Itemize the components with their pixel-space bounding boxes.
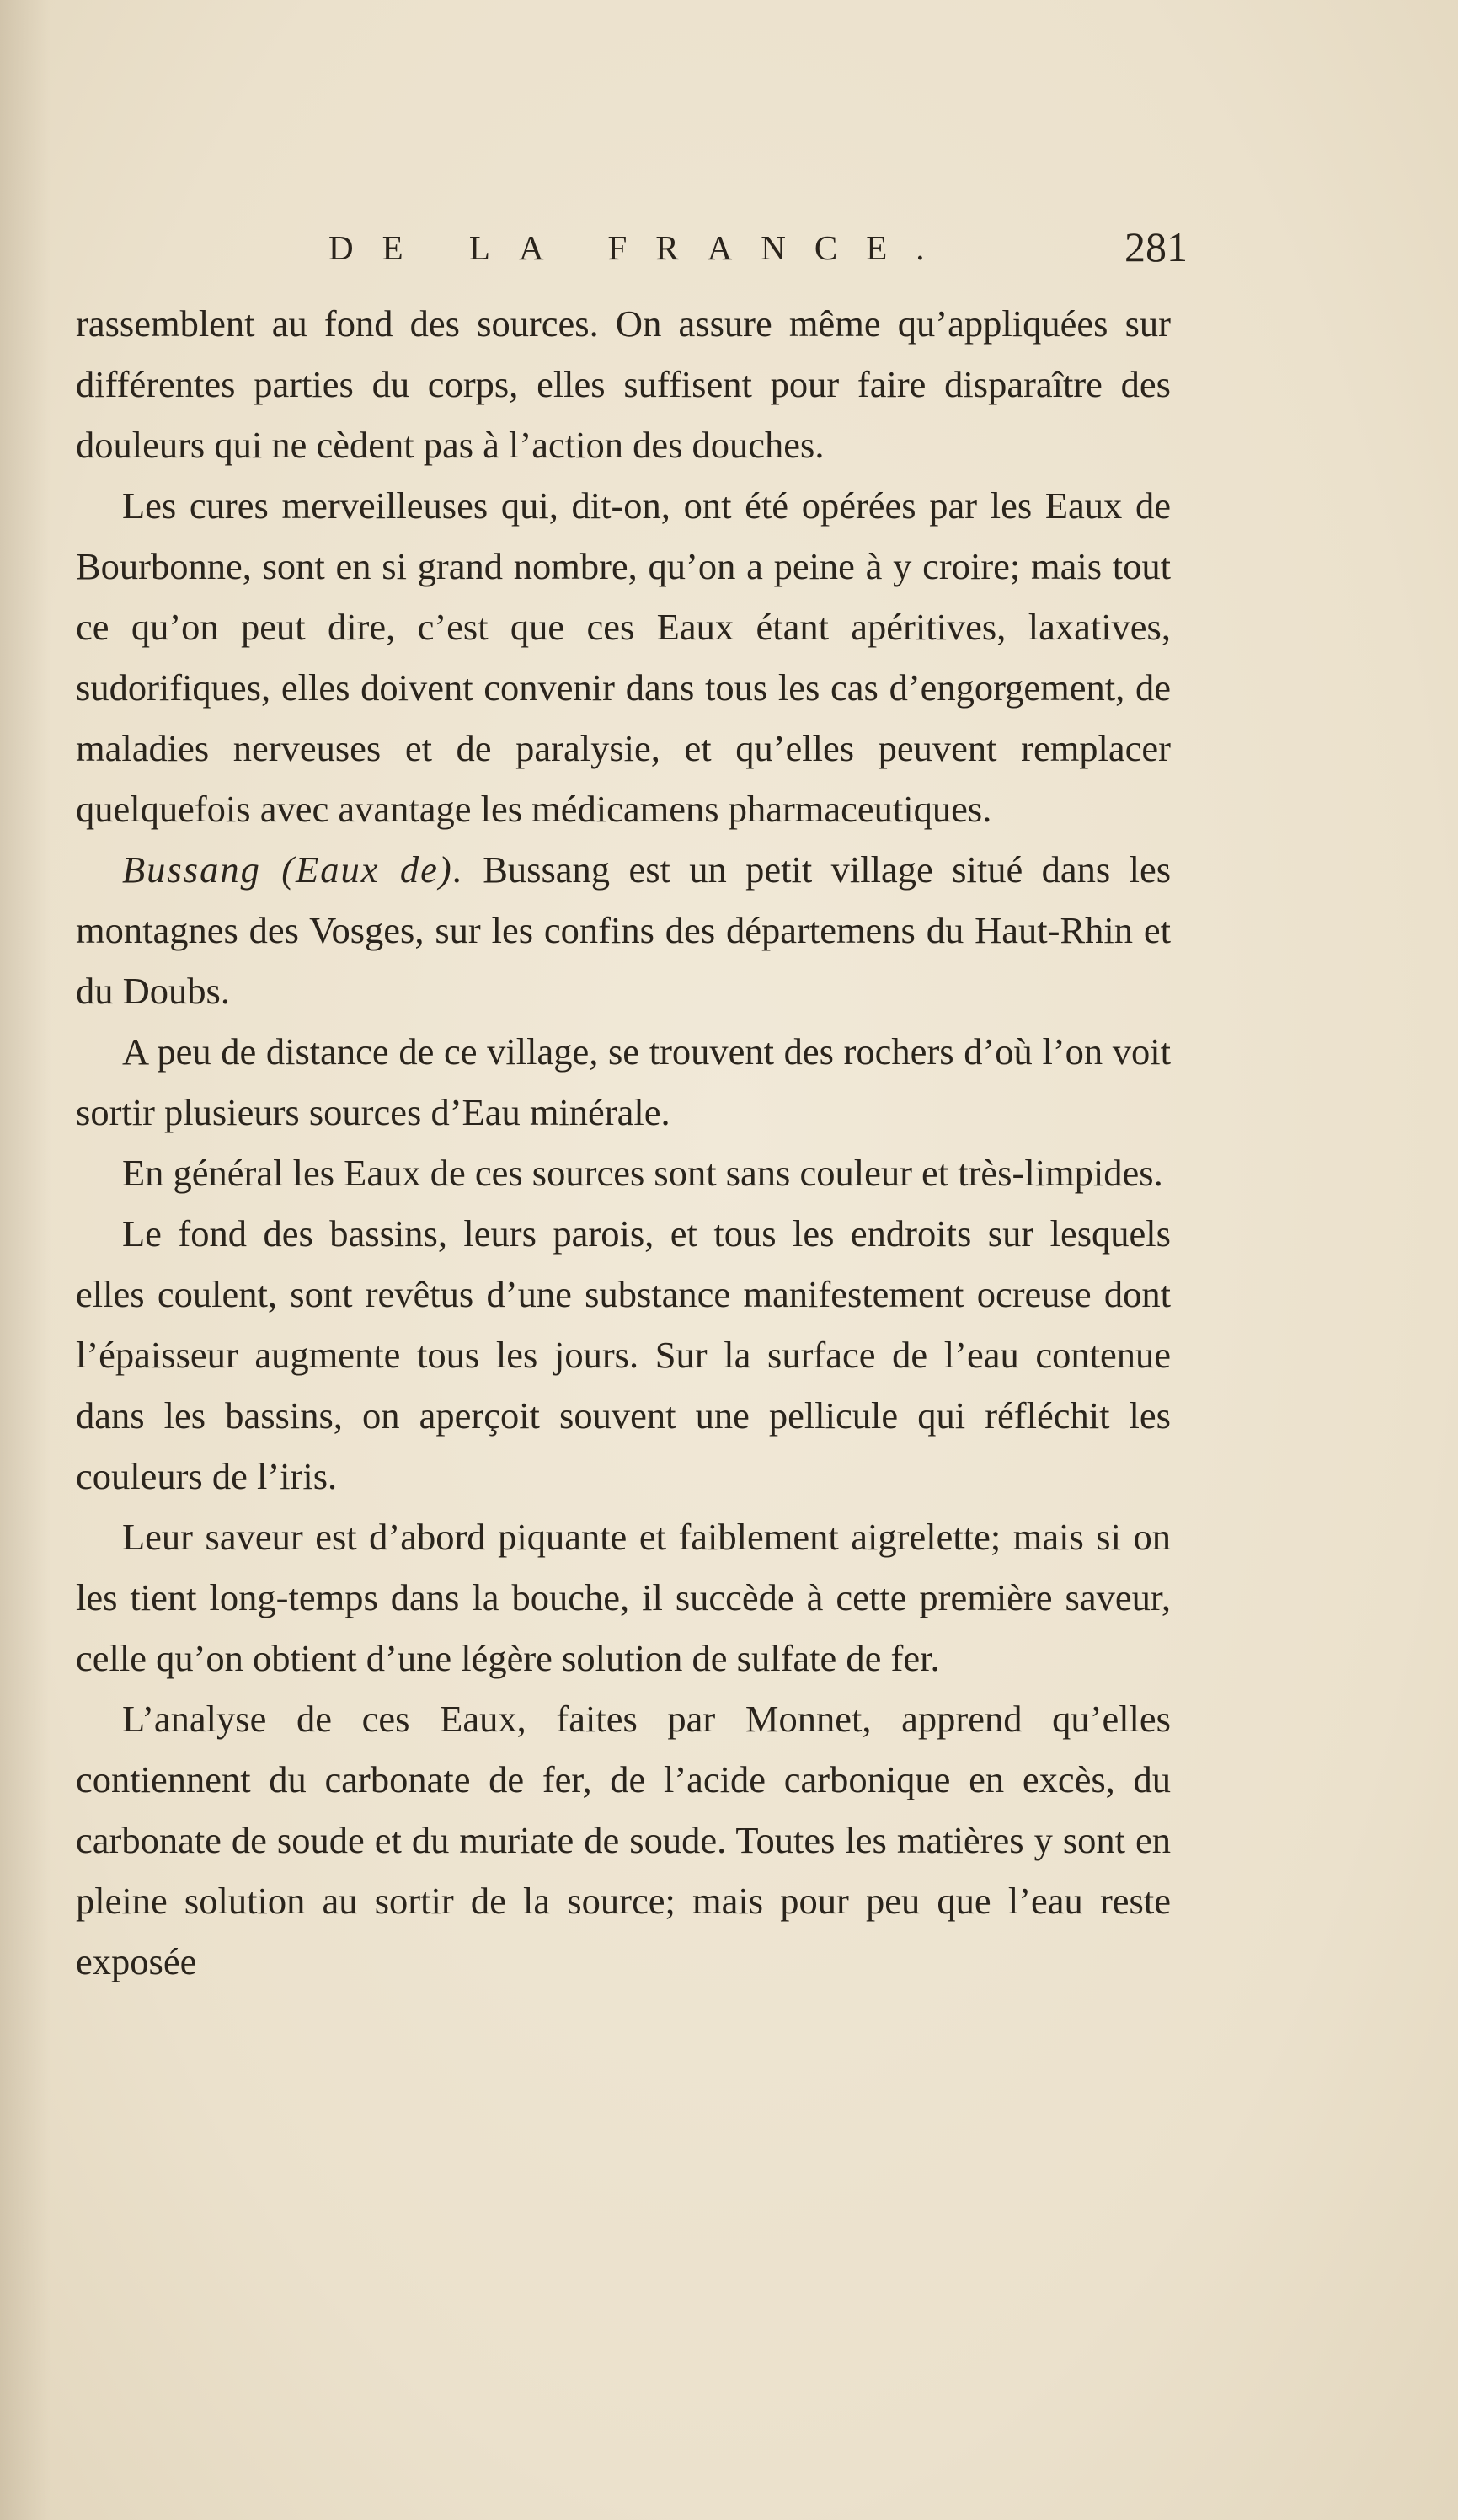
paragraph: Les cures merveilleuses qui, dit-on, ont été opérées par les Eaux de Bourbonne, sont en si grand nombre, qu’on a peine à y croire; mais tout ce qu’on peut dire, c’est que ces Eaux étant apéritives, laxatives, sudorifiques, elles doivent convenir dans tous les cas d’engorgement, de maladies nerveuses et de paralysie, et qu’elles peuvent remplacer quelquefois avec avantage les médicamens pharmaceutiques. xyxy=(76,484,1171,830)
spine-shadow xyxy=(0,0,51,2520)
paragraph: Leur saveur est d’abord piquante et faiblement aigrelette; mais si on les tient long-temps dans la bouche, il succède à cette première saveur, celle qu’on obtient d’une légère solution de sulfate de fer. xyxy=(76,1516,1171,1679)
paragraph-entry xyxy=(76,839,1171,1021)
paragraph: A peu de distance de ce village, se trouvent des rochers d’où l’on voit sortir plusieurs sources d’Eau minérale. xyxy=(76,1030,1171,1133)
page-header xyxy=(76,223,1188,278)
paragraph: L’analyse de ces Eaux, faites par Monnet, apprend qu’elles contiennent du carbonate de fer, de l’acide carbonique en excès, du carbonate de soude et du muriate de soude. Toutes les matières y sont en pleine solution au sortir de la source; mais pour peu que l’eau reste exposée xyxy=(76,1698,1171,1982)
paragraph: Le fond des bassins, leurs parois, et tous les endroits sur lesquels elles coulent, sont revêtus d’une substance manifestement ocreuse dont l’épaisseur augmente tous les jours. Sur la surface de l’eau contenue dans les bassins, on aperçoit souvent une pellicule qui réfléchit les couleurs de l’iris. xyxy=(76,1212,1171,1497)
paragraph: En général les Eaux de ces sources sont sans couleur et très-limpides. xyxy=(122,1152,1163,1194)
entry-term: Bussang (Eaux de). xyxy=(122,848,464,891)
body-text xyxy=(76,293,1171,1992)
page-number: 281 xyxy=(1124,223,1188,270)
running-title: DE LA FRANCE. xyxy=(328,228,953,267)
paragraph: rassemblent au fond des sources. On assure même qu’appliquées sur différentes parties du corps, elles suffisent pour faire disparaître des douleurs qui ne cèdent pas à l’action des douches. xyxy=(76,302,1171,466)
entry-text: Bussang est un petit village situé dans les montagnes des Vosges, sur les confins des départemens du Haut-Rhin et du Doubs. xyxy=(76,848,1172,1012)
